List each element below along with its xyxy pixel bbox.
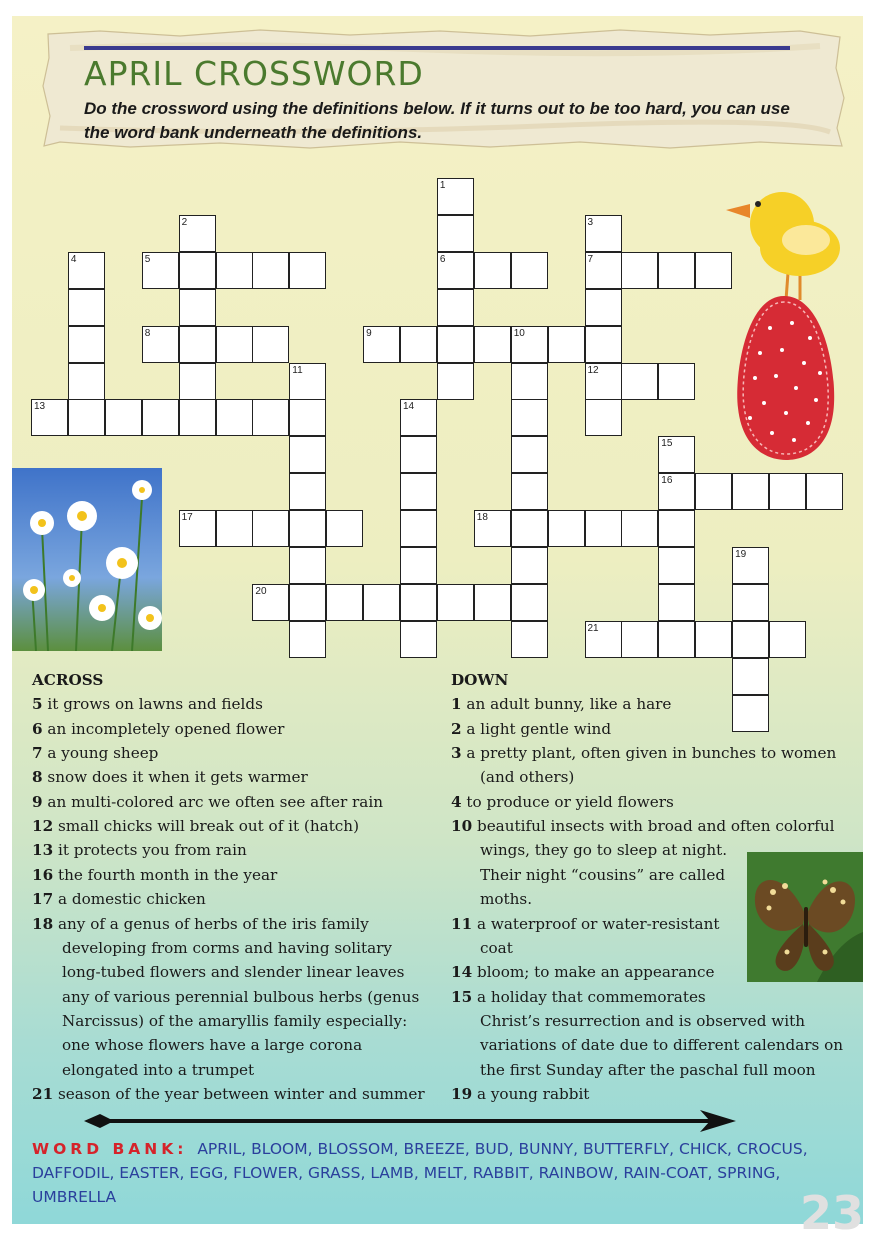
crossword-cell[interactable] xyxy=(474,584,511,621)
word-bank-label: WORD BANK: xyxy=(32,1140,188,1158)
crossword-cell[interactable] xyxy=(68,326,105,363)
across-clue-continuation: one whose flowers have a large corona xyxy=(62,1036,363,1055)
word-bank xyxy=(32,1137,852,1209)
down-clue-continuation: Their night “cousins” are called xyxy=(480,865,726,884)
crossword-cell[interactable] xyxy=(289,363,326,400)
down-clue: 11 a waterproof or water-resistant xyxy=(451,914,720,933)
across-clue: 18 any of a genus of herbs of the iris family xyxy=(32,914,369,933)
clue-number: 6 xyxy=(439,253,446,265)
clue-number: 10 xyxy=(513,327,525,339)
crossword-cell[interactable] xyxy=(31,399,68,436)
crossword-cell[interactable] xyxy=(621,621,658,658)
across-clue: 5 it grows on lawns and fields xyxy=(32,695,263,714)
crossword-cell[interactable] xyxy=(511,547,548,584)
crossword-cell[interactable] xyxy=(548,510,585,547)
across-clue-continuation: developing from corms and having solitary xyxy=(62,938,393,957)
crossword-cell[interactable] xyxy=(585,289,622,326)
crossword-cell[interactable] xyxy=(289,584,326,621)
across-clue: 16 the fourth month in the year xyxy=(32,865,278,884)
across-clue: 17 a domestic chicken xyxy=(32,890,206,909)
crossword-cell[interactable] xyxy=(68,399,105,436)
across-clue: 6 an incompletely opened flower xyxy=(32,719,285,738)
crossword-cell[interactable] xyxy=(511,510,548,547)
crossword-cell[interactable] xyxy=(474,510,511,547)
crossword-cell[interactable] xyxy=(400,326,437,363)
down-clue: 19 a young rabbit xyxy=(451,1084,590,1103)
clue-number: 8 xyxy=(144,327,151,339)
crossword-cell[interactable] xyxy=(732,584,769,621)
chick-and-egg-illustration xyxy=(720,178,850,468)
crossword-cell[interactable] xyxy=(400,510,437,547)
crossword-cell[interactable] xyxy=(658,363,695,400)
crossword-cell[interactable] xyxy=(585,621,622,658)
crossword-cell[interactable] xyxy=(695,621,732,658)
clue-number: 20 xyxy=(255,585,267,597)
clue-number: 16 xyxy=(661,475,673,487)
crossword-cell[interactable] xyxy=(511,252,548,289)
crossword-cell[interactable] xyxy=(289,436,326,473)
page-title: APRIL CROSSWORD xyxy=(84,54,424,93)
crossword-cell[interactable] xyxy=(585,252,622,289)
crossword-cell[interactable] xyxy=(511,473,548,510)
down-clue-continuation: coat xyxy=(480,938,513,957)
down-clue-continuation: (and others) xyxy=(480,768,575,787)
crossword-cell[interactable] xyxy=(363,326,400,363)
crossword-cell[interactable] xyxy=(437,289,474,326)
crossword-cell[interactable] xyxy=(732,695,769,732)
arrow-icon xyxy=(80,1108,740,1134)
crossword-cell[interactable] xyxy=(68,289,105,326)
clue-number: 1 xyxy=(439,180,446,191)
down-clue-continuation: variations of date due to different calendars on xyxy=(480,1036,844,1055)
crossword-cell[interactable] xyxy=(326,584,363,621)
crossword-cell[interactable] xyxy=(216,399,253,436)
crossword-cell[interactable] xyxy=(179,363,216,400)
chick-icon xyxy=(726,192,840,300)
crossword-cell[interactable] xyxy=(252,584,289,621)
crossword-cell[interactable] xyxy=(511,436,548,473)
crossword-cell[interactable] xyxy=(732,621,769,658)
crossword-cell[interactable] xyxy=(621,363,658,400)
clue-number: 3 xyxy=(587,216,594,228)
crossword-cell[interactable] xyxy=(658,473,695,510)
crossword-cell[interactable] xyxy=(179,252,216,289)
crossword-cell[interactable] xyxy=(142,399,179,436)
crossword-cell[interactable] xyxy=(252,326,289,363)
across-clue-continuation: elongated into a trumpet xyxy=(62,1060,255,1079)
down-clue-continuation: wings, they go to sleep at night. xyxy=(480,841,728,860)
crossword-cell[interactable] xyxy=(289,510,326,547)
down-clue: 14 bloom; to make an appearance xyxy=(451,963,715,982)
crossword-cell[interactable] xyxy=(289,547,326,584)
crossword-cell[interactable] xyxy=(289,252,326,289)
crossword-cell[interactable] xyxy=(216,326,253,363)
clue-number: 15 xyxy=(661,438,673,450)
crossword-cell[interactable] xyxy=(252,510,289,547)
across-clue: 21 season of the year between winter and summer xyxy=(32,1084,425,1103)
crossword-cell[interactable] xyxy=(474,252,511,289)
crossword-cell[interactable] xyxy=(363,584,400,621)
clue-number: 19 xyxy=(735,549,747,560)
crossword-cell[interactable] xyxy=(548,326,585,363)
crossword-cell[interactable] xyxy=(142,252,179,289)
down-clue: 4 to produce or yield flowers xyxy=(451,792,674,811)
down-heading: DOWN xyxy=(451,671,509,689)
across-clue: 9 an multi-colored arc we often see after rain xyxy=(32,792,383,811)
word-bank-words: APRIL, BLOOM, BLOSSOM, BREEZE, BUD, BUNNY, BUTTERFLY, CHICK, CROCUS, DAFFODIL, EASTER, EGG, FLOWER, GRASS, LAMB, MELT, RABBIT, RAINBOW, RAIN-COAT, SPRING, UMBRELLA xyxy=(32,1140,808,1206)
crossword-cell[interactable] xyxy=(216,252,253,289)
crossword-cell[interactable] xyxy=(252,399,289,436)
clue-number: 7 xyxy=(587,253,594,265)
crossword-cell[interactable] xyxy=(585,363,622,400)
crossword-cell[interactable] xyxy=(585,399,622,436)
instructions: Do the crossword using the definitions below. If it turns out to be too hard, you can use the word bank underneath the definitions. xyxy=(84,99,790,142)
across-clue-continuation: any of various perennial bulbous herbs (genus xyxy=(62,987,420,1006)
crossword-cell[interactable] xyxy=(437,252,474,289)
crossword-cell[interactable] xyxy=(400,621,437,658)
across-clue: 12 small chicks will break out of it (hatch) xyxy=(32,817,360,836)
crossword-cell[interactable] xyxy=(769,621,806,658)
crossword-cell[interactable] xyxy=(326,510,363,547)
butterfly-photo xyxy=(747,852,863,982)
down-clue-continuation: moths. xyxy=(480,890,533,909)
crossword-cell[interactable] xyxy=(179,289,216,326)
crossword-cell[interactable] xyxy=(511,621,548,658)
crossword-cell[interactable] xyxy=(68,252,105,289)
crossword-cell[interactable] xyxy=(400,473,437,510)
crossword-cell[interactable] xyxy=(585,215,622,252)
crossword-cell[interactable] xyxy=(437,363,474,400)
crossword-cell[interactable] xyxy=(658,510,695,547)
clue-number: 9 xyxy=(366,327,372,339)
crossword-cell[interactable] xyxy=(658,547,695,584)
crossword-cell[interactable] xyxy=(658,584,695,621)
crossword-cell[interactable] xyxy=(105,399,142,436)
daisy-photo xyxy=(12,468,162,651)
down-clue: 10 beautiful insects with broad and often colorful xyxy=(451,817,835,836)
clue-number: 4 xyxy=(70,253,77,265)
crossword-cell[interactable] xyxy=(216,510,253,547)
clue-number: 18 xyxy=(476,512,488,524)
crossword-cell[interactable] xyxy=(400,547,437,584)
down-clue: 2 a light gentle wind xyxy=(451,719,612,738)
clue-number: 2 xyxy=(181,216,188,228)
crossword-cell[interactable] xyxy=(585,326,622,363)
clue-number: 12 xyxy=(587,364,599,376)
across-clue-continuation: long-tubed flowers and slender linear leaves xyxy=(62,963,405,982)
crossword-cell[interactable] xyxy=(695,473,732,510)
down-clue: 1 an adult bunny, like a hare xyxy=(451,695,672,714)
clue-number: 13 xyxy=(34,401,46,413)
crossword-cell[interactable] xyxy=(179,399,216,436)
across-clue: 8 snow does it when it gets warmer xyxy=(32,768,308,787)
across-clue: 13 it protects you from rain xyxy=(32,841,247,860)
crossword-cell[interactable] xyxy=(732,547,769,584)
crossword-cell[interactable] xyxy=(179,326,216,363)
page-number: 23 xyxy=(800,1186,865,1240)
crossword-cell[interactable] xyxy=(289,473,326,510)
crossword-cell[interactable] xyxy=(658,436,695,473)
crossword-cell[interactable] xyxy=(511,584,548,621)
down-clue-continuation: Christ’s resurrection and is observed with xyxy=(480,1011,806,1030)
crossword-cell[interactable] xyxy=(437,215,474,252)
crossword-cell[interactable] xyxy=(289,621,326,658)
down-clue: 15 a holiday that commemorates xyxy=(451,987,706,1006)
crossword-cell[interactable] xyxy=(806,473,843,510)
crossword-cell[interactable] xyxy=(732,658,769,695)
crossword-cell[interactable] xyxy=(437,178,474,215)
crossword-cell[interactable] xyxy=(732,473,769,510)
down-clue-continuation: the first Sunday after the paschal full moon xyxy=(480,1060,816,1079)
clue-number: 5 xyxy=(144,253,151,265)
clue-number: 14 xyxy=(403,401,415,413)
crossword-cell[interactable] xyxy=(511,399,548,436)
across-clue-continuation: Narcissus) of the amaryllis family especially: xyxy=(62,1011,408,1030)
crossword-cell[interactable] xyxy=(658,621,695,658)
crossword-cell[interactable] xyxy=(289,399,326,436)
across-heading: ACROSS xyxy=(32,671,104,689)
crossword-cell[interactable] xyxy=(511,326,548,363)
clue-number: 21 xyxy=(587,622,599,634)
crossword-cell[interactable] xyxy=(437,326,474,363)
crossword-cell[interactable] xyxy=(511,363,548,400)
crossword-cell[interactable] xyxy=(400,399,437,436)
crossword-cell[interactable] xyxy=(142,326,179,363)
across-clue: 7 a young sheep xyxy=(32,744,159,763)
crossword-cell[interactable] xyxy=(68,363,105,400)
crossword-cell[interactable] xyxy=(621,510,658,547)
title-rule xyxy=(84,46,790,50)
clue-number: 11 xyxy=(292,364,303,376)
crossword-cell[interactable] xyxy=(179,510,216,547)
crossword-cell[interactable] xyxy=(400,584,437,621)
crossword-cell[interactable] xyxy=(585,510,622,547)
crossword-cell[interactable] xyxy=(769,473,806,510)
crossword-cell[interactable] xyxy=(400,436,437,473)
easter-egg-icon xyxy=(737,296,834,460)
crossword-cell[interactable] xyxy=(621,252,658,289)
crossword-cell[interactable] xyxy=(252,252,289,289)
crossword-cell[interactable] xyxy=(658,252,695,289)
crossword-cell[interactable] xyxy=(474,326,511,363)
down-clue: 3 a pretty plant, often given in bunches to women xyxy=(451,744,837,763)
crossword-cell[interactable] xyxy=(437,584,474,621)
clue-number: 17 xyxy=(181,512,193,524)
crossword-cell[interactable] xyxy=(179,215,216,252)
